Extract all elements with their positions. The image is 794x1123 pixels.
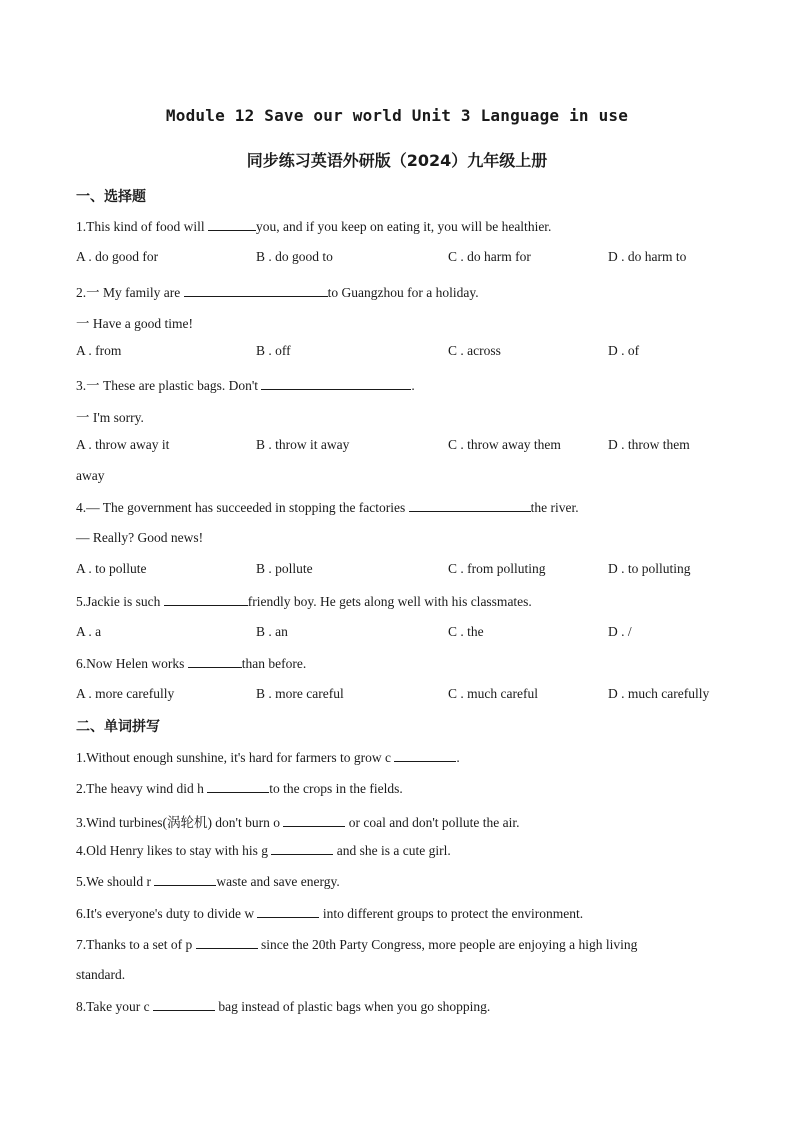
q6-option-c: C . much careful bbox=[448, 686, 538, 701]
spelling-item-6: 6.It's everyone's duty to divide w into different groups to protect the environment. bbox=[76, 906, 584, 921]
q5-option-d: D . / bbox=[608, 624, 632, 639]
q2-option-c: C . across bbox=[448, 343, 501, 358]
q2-option-a: A . from bbox=[76, 343, 122, 358]
q6-option-b: B . more careful bbox=[256, 686, 344, 701]
q5-option-a: A . a bbox=[76, 624, 102, 639]
q5-option-c: C . the bbox=[448, 624, 484, 639]
spelling-item-1: 1.Without enough sunshine, it's hard for farmers to grow c . bbox=[76, 750, 460, 765]
question-2-stem: 2.一 My family are to Guangzhou for a holiday. bbox=[76, 285, 479, 300]
spelling-item-7: 7.Thanks to a set of p since the 20th Party Congress, more people are enjoying a high living bbox=[76, 937, 638, 952]
q1-option-a: A . do good for bbox=[76, 249, 159, 264]
spelling-item-7-wrap: standard. bbox=[76, 967, 126, 982]
q1-option-d: D . do harm to bbox=[608, 249, 687, 264]
section-1-heading: 一、选择题 bbox=[76, 189, 146, 205]
question-4-reply: — Really? Good news! bbox=[76, 530, 204, 545]
q1-option-c: C . do harm for bbox=[448, 249, 531, 264]
question-2-reply: 一 Have a good time! bbox=[76, 316, 193, 331]
q5-option-b: B . an bbox=[256, 624, 288, 639]
question-5-stem: 5.Jackie is such friendly boy. He gets along well with his classmates. bbox=[76, 594, 532, 609]
question-1-stem: 1.This kind of food will you, and if you keep on eating it, you will be healthier. bbox=[76, 219, 552, 234]
q2-option-b: B . off bbox=[256, 343, 291, 358]
question-3-reply: 一 I'm sorry. bbox=[76, 410, 144, 425]
q3-option-d-wrap: away bbox=[76, 468, 105, 483]
q3-option-a: A . throw away it bbox=[76, 437, 170, 452]
question-6-stem: 6.Now Helen works than before. bbox=[76, 656, 307, 671]
section-2-heading: 二、单词拼写 bbox=[76, 719, 160, 735]
title-line-2: 同步练习英语外研版（2024）九年级上册 bbox=[246, 151, 548, 170]
spelling-item-4: 4.Old Henry likes to stay with his g and she is a cute girl. bbox=[76, 843, 451, 858]
spelling-item-2: 2.The heavy wind did h to the crops in the fields. bbox=[76, 781, 403, 796]
q6-option-d: D . much carefully bbox=[608, 686, 710, 701]
q4-option-a: A . to pollute bbox=[76, 561, 147, 576]
q1-option-b: B . do good to bbox=[256, 249, 333, 264]
q6-option-a: A . more carefully bbox=[76, 686, 175, 701]
q4-option-c: C . from polluting bbox=[448, 561, 546, 576]
question-3-stem: 3.一 These are plastic bags. Don't . bbox=[76, 378, 415, 393]
q3-option-d: D . throw them bbox=[608, 437, 690, 452]
spelling-item-8: 8.Take your c bag instead of plastic bags when you go shopping. bbox=[76, 999, 491, 1014]
spelling-item-5: 5.We should r waste and save energy. bbox=[76, 874, 340, 889]
spelling-item-3: 3.Wind turbines(涡轮机) don't burn o or coal and don't pollute the air. bbox=[76, 815, 520, 830]
question-4-stem: 4.— The government has succeeded in stopping the factories the river. bbox=[76, 500, 579, 515]
q4-option-b: B . pollute bbox=[256, 561, 313, 576]
q4-option-d: D . to polluting bbox=[608, 561, 691, 576]
title-line-1: Module 12 Save our world Unit 3 Language in use bbox=[165, 106, 629, 125]
q3-option-b: B . throw it away bbox=[256, 437, 350, 452]
q2-option-d: D . of bbox=[608, 343, 640, 358]
q3-option-c: C . throw away them bbox=[448, 437, 561, 452]
